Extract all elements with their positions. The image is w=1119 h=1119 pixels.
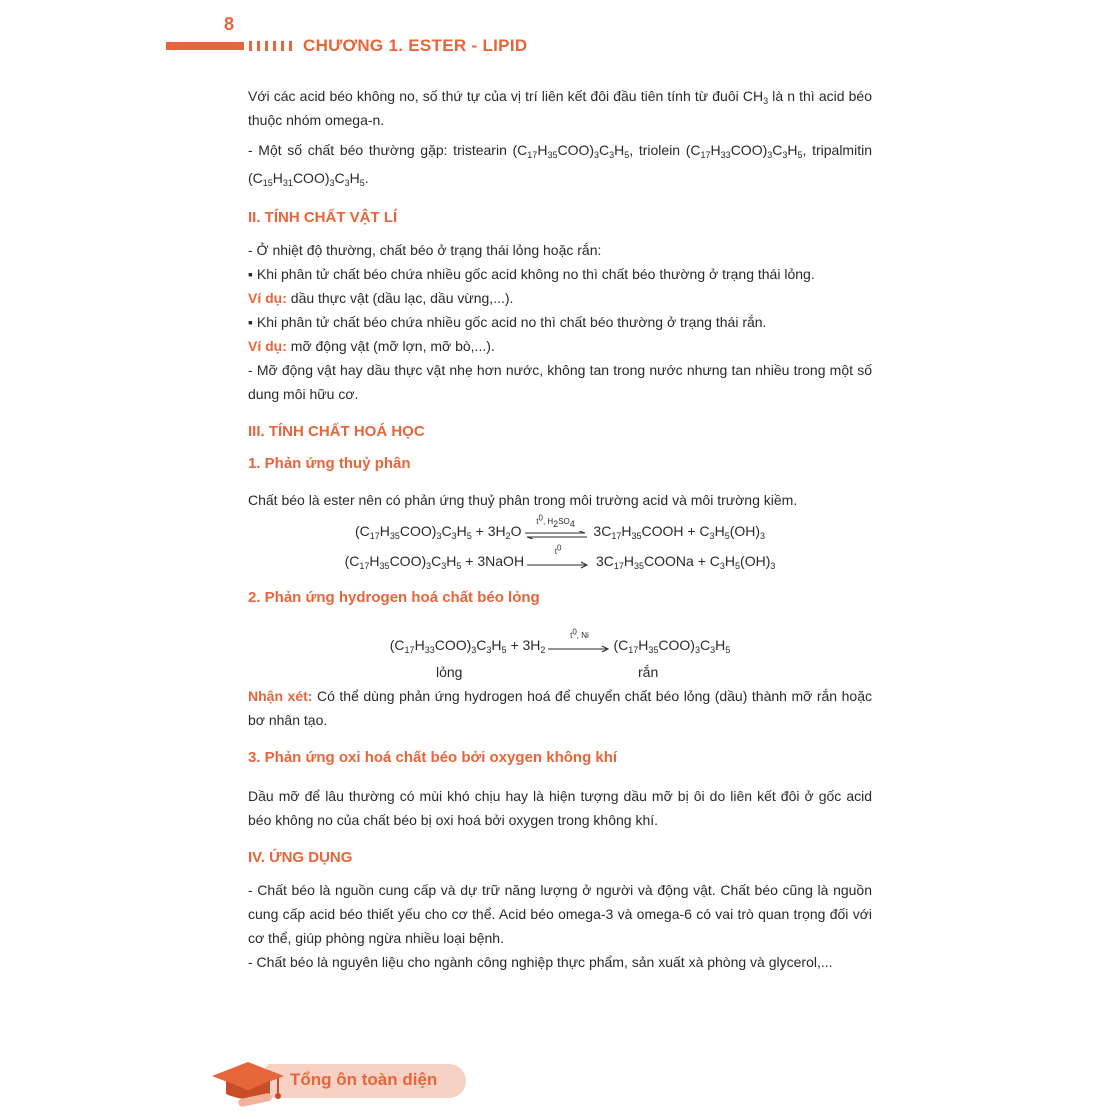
- intro-omega-paragraph: Với các acid béo không no, số thứ tự của vị trí liên kết đôi đầu tiên tính từ đuôi $CH_3$ là n thì acid béo thuộc nhóm omega-n.: [248, 88, 872, 128]
- section-2-title: II. TÍNH CHẤT VẬT LÍ: [248, 209, 398, 226]
- section-3-title: III. TÍNH CHẤT HOÁ HỌC: [248, 423, 425, 440]
- page-number: 8: [224, 14, 235, 34]
- equation-hydrogenation: $(C_{17}H_{33}COO)_3C_3H_5 + 3H_2$ $t^0$, Ni $(C_{17}H_{35}COO)_3C_3H_5$: [389, 627, 731, 655]
- equation-base-hydrolysis: $(C_{17}H_{35}COO)_3C_3H_5$ + 3NaOH $t^0$ $3C_{17}H_{35}COONa + C_3H_5(OH)_3$: [344, 543, 776, 571]
- physical-line-1: - Ở nhiệt độ thường, chất béo ở trạng thái lỏng hoặc rắn:: [248, 242, 602, 258]
- footer-badge: [208, 1056, 468, 1106]
- physical-example-1: Ví dụ: dầu thực vật (dầu lạc, dầu vừng,...).: [248, 290, 514, 306]
- hydrogenation-remark: Nhận xét: Có thể dùng phản ứng hydrogen hoá để chuyển chất béo lỏng (dầu) thành mỡ rắn hoặc bơ nhân tạo.: [248, 688, 872, 728]
- physical-line-3: ▪ Khi phân tử chất béo chứa nhiều gốc acid no thì chất béo thường ở trạng thái rắn.: [248, 314, 767, 330]
- reversible-arrow-icon: $t^0$, $H_2SO_4$: [525, 525, 587, 539]
- footer-label: Tổng ôn toàn diện: [290, 1070, 438, 1089]
- application-line-1: - Chất béo là nguồn cung cấp và dự trữ năng lượng ở người và động vật. Chất béo cũng là nguồn cung cấp acid béo thiết yếu cho cơ thể. Acid béo omega-3 và omega-6 có vai trò quan trọng đối với cơ thể, giúp phòng ngừa nhiều loại bệnh.: [248, 882, 872, 946]
- label-solid: rắn: [638, 664, 659, 680]
- header-bar: [166, 42, 244, 50]
- header-ticks: [249, 41, 292, 51]
- oxidation-text: Dầu mỡ để lâu thường có mùi khó chịu hay là hiện tượng dầu mỡ bị ôi do liên kết đôi ở gốc acid béo không no của chất béo bị oxi hoá bởi oxygen trong không khí.: [248, 788, 872, 828]
- section-4-title: IV. ỨNG DỤNG: [248, 849, 353, 866]
- hydrolysis-text: Chất béo là ester nên có phản ứng thuỷ phân trong môi trường acid và môi trường kiềm.: [248, 492, 798, 508]
- graduation-cap-icon: [208, 1056, 288, 1108]
- application-line-2: - Chất béo là nguyên liệu cho ngành công nghiệp thực phẩm, sản xuất xà phòng và glycerol,...: [248, 954, 833, 970]
- state-labels: [248, 660, 872, 684]
- subsection-2-title: 2. Phản ứng hydrogen hoá chất béo lỏng: [248, 589, 540, 606]
- page-content: [248, 84, 872, 974]
- intro-examples-paragraph: - Một số chất béo thường gặp: tristearin $(C_{17}H_{35}COO)_3C_3H_5$, triolein $(C_{17}H_{33}COO)_3C_3H_5$, tripalmitin $(C_{15}H_{31}COO)_3C_3H_5$.: [248, 142, 872, 188]
- subsection-1-title: 1. Phản ứng thuỷ phân: [248, 455, 411, 472]
- equation-acid-hydrolysis: $(C_{17}H_{35}COO)_3C_3H_5 + 3H_2O$ $t^0$, $H_2SO_4$ $3C_{17}H_{35}COOH + C_3H_5(OH)_3$: [354, 513, 766, 541]
- forward-arrow-icon: $t^0$: [527, 555, 589, 569]
- chapter-title: CHƯƠNG 1. ESTER - LIPID: [303, 36, 528, 55]
- subsection-3-title: 3. Phản ứng oxi hoá chất béo bởi oxygen không khí: [248, 749, 618, 766]
- physical-line-2: ▪ Khi phân tử chất béo chứa nhiều gốc acid không no thì chất béo thường ở trạng thái lỏng.: [248, 266, 815, 282]
- forward-arrow-icon: $t^0$, Ni: [548, 639, 610, 653]
- physical-line-4: - Mỡ động vật hay dầu thực vật nhẹ hơn nước, không tan trong nước nhưng tan nhiều trong một số dung môi hữu cơ.: [248, 362, 872, 402]
- label-liquid: lỏng: [436, 664, 463, 680]
- physical-example-2: Ví dụ: mỡ động vật (mỡ lợn, mỡ bò,...).: [248, 338, 495, 354]
